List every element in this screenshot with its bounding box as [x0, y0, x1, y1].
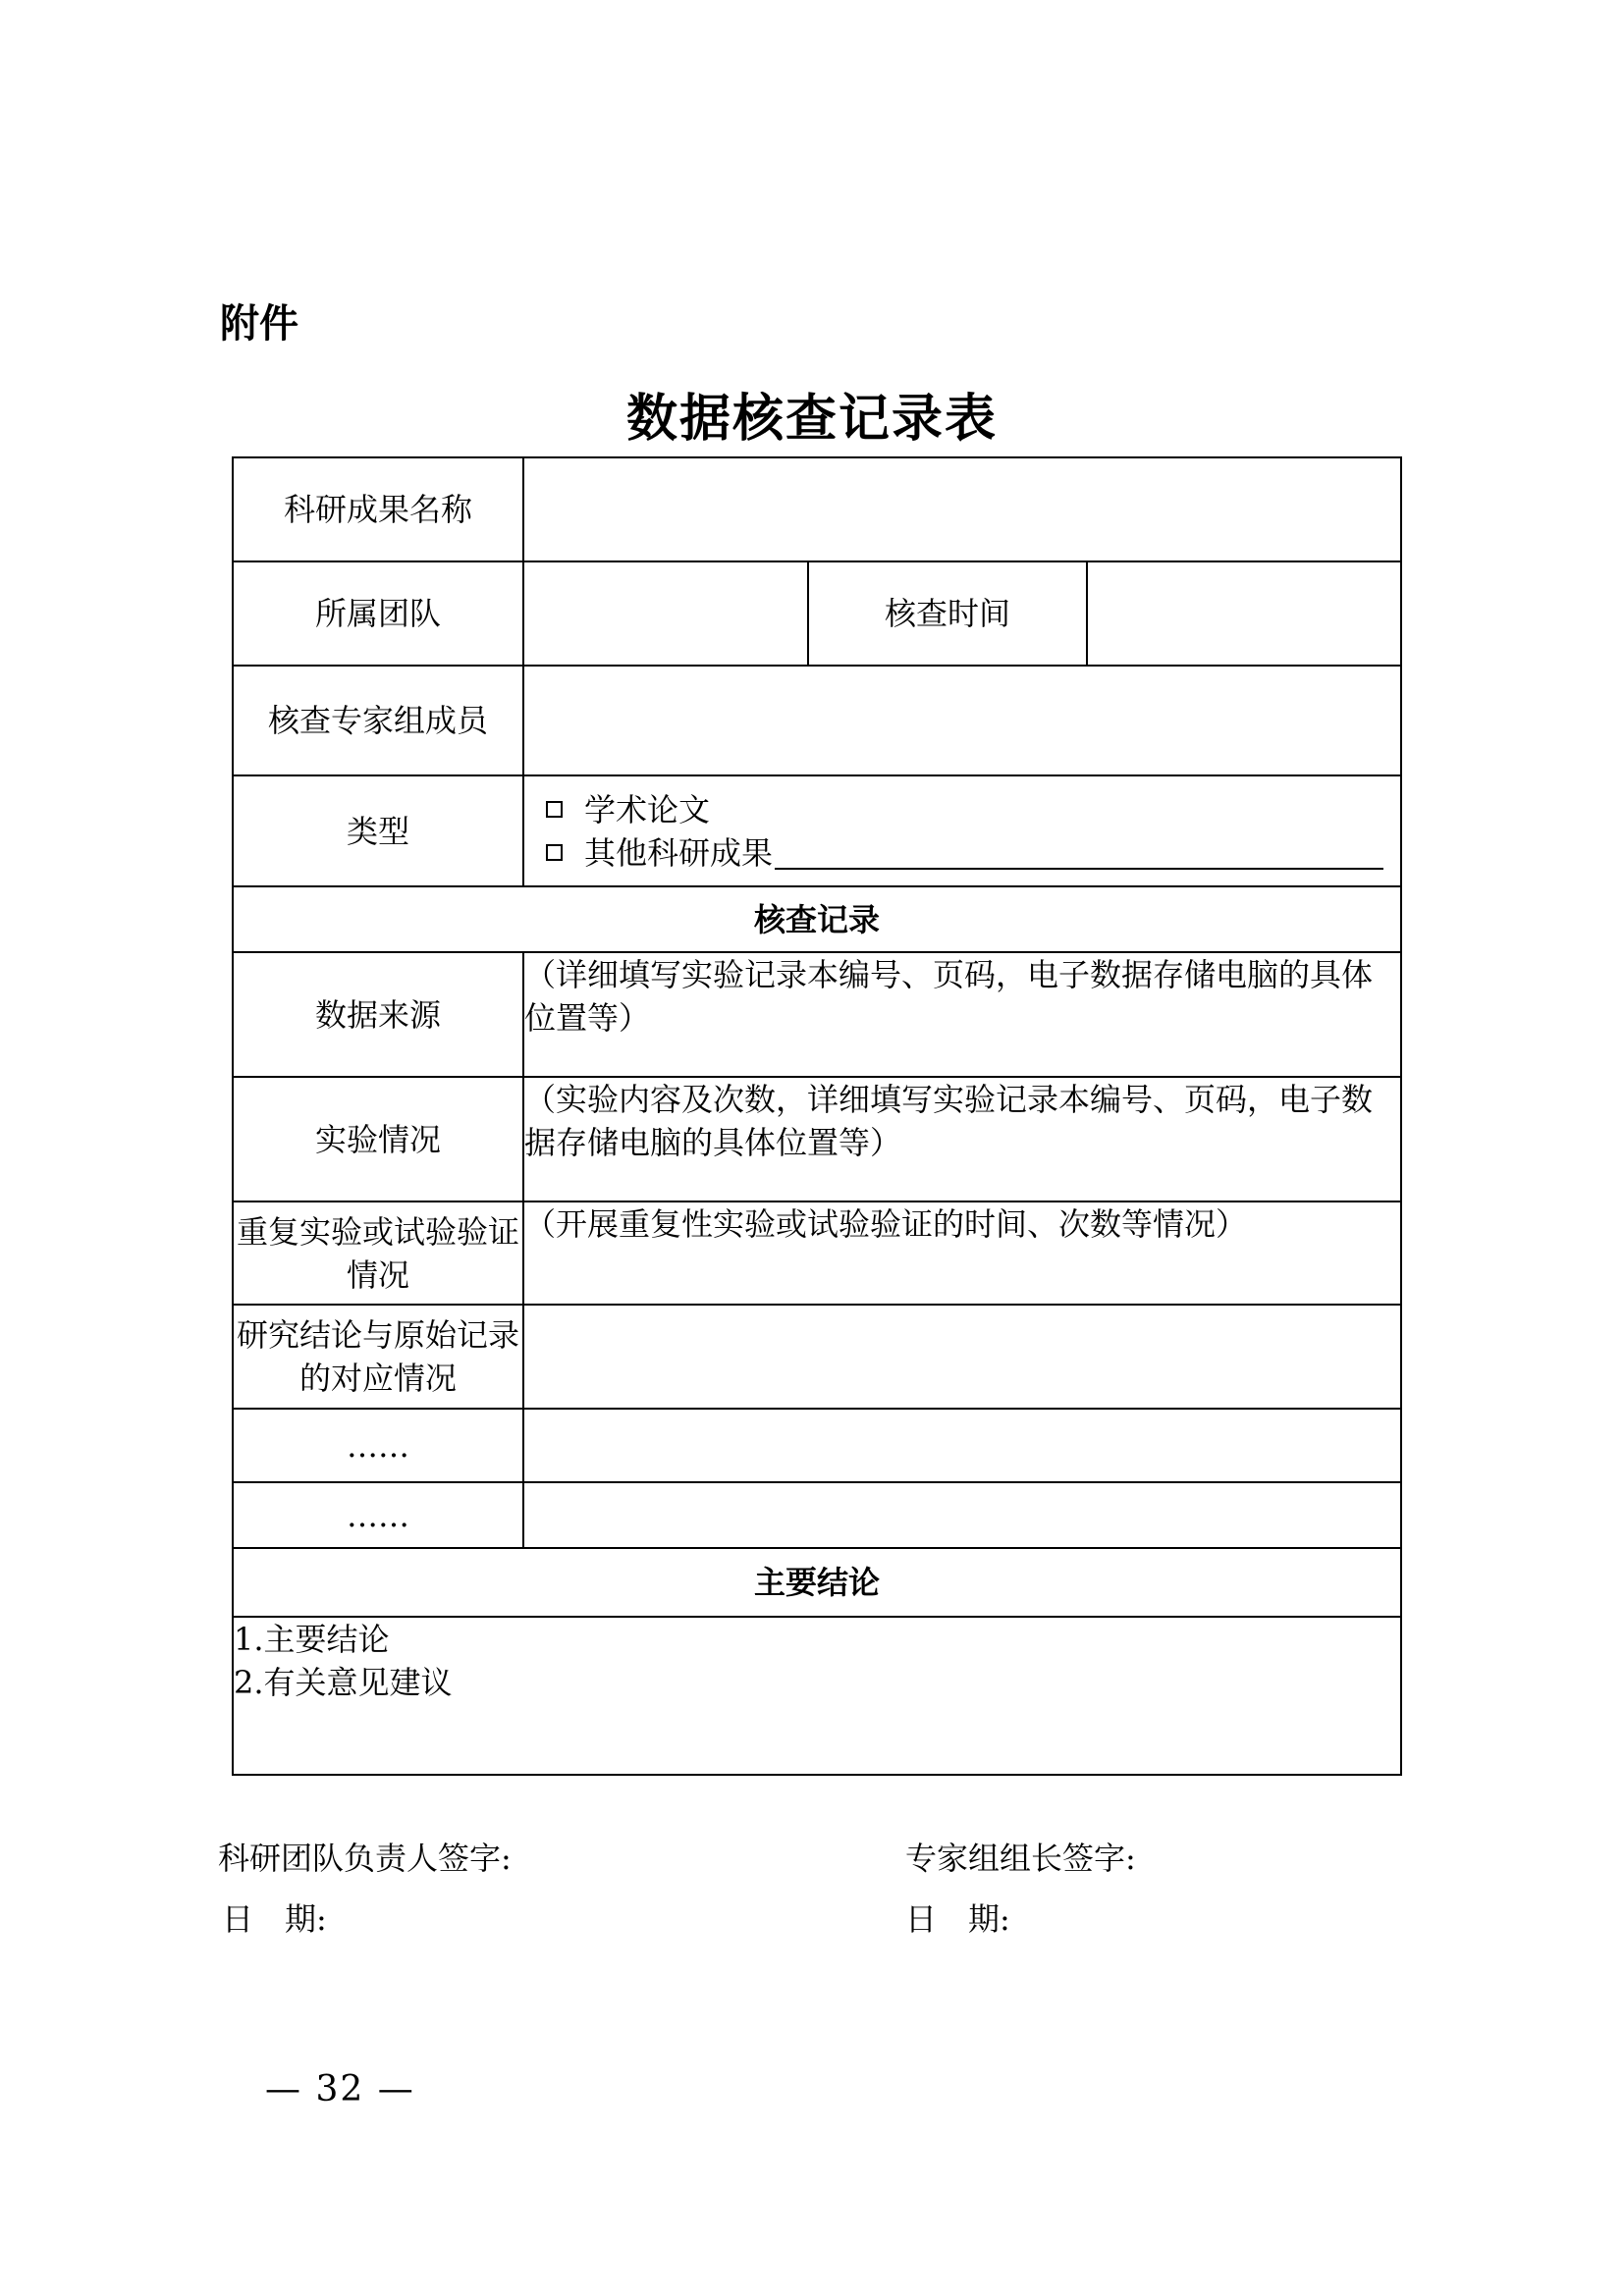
repeat-field[interactable]: （开展重复性实验或试验验证的时间、次数等情况）: [523, 1201, 1401, 1305]
row-data-source: [233, 952, 1401, 1077]
ellipsis-label: ……: [233, 1409, 523, 1482]
experiment-field[interactable]: （实验内容及次数，详细填写实验记录本编号、页码，电子数据存储电脑的具体位置等）: [523, 1077, 1401, 1201]
checkbox-icon[interactable]: [546, 801, 563, 818]
row-achievement-name: [233, 457, 1401, 561]
ellipsis-label: ……: [233, 1482, 523, 1548]
conclusion-item: 1.主要结论: [234, 1621, 390, 1658]
type-option-other-label: 其他科研成果: [584, 833, 774, 872]
expert-date-label: 日 期:: [905, 1900, 1010, 1938]
row-correspondence: [233, 1305, 1401, 1409]
row-experiment: [233, 1077, 1401, 1201]
row-type: [233, 775, 1401, 886]
achievement-name-label: 科研成果名称: [233, 457, 523, 561]
type-option-other[interactable]: [524, 831, 1400, 875]
row-team: [233, 561, 1401, 666]
row-experts: [233, 666, 1401, 775]
expert-leader-signature-label: 专家组组长签字:: [905, 1840, 1136, 1877]
extra-field-1[interactable]: [523, 1409, 1401, 1482]
team-field[interactable]: [523, 561, 808, 666]
type-label: 类型: [233, 775, 523, 886]
correspondence-field[interactable]: [523, 1305, 1401, 1409]
page-title: 数据核查记录表: [625, 390, 998, 449]
row-conclusion: [233, 1617, 1401, 1775]
correspondence-label: 研究结论与原始记录的对应情况: [233, 1305, 523, 1409]
attachment-label: 附件: [220, 301, 298, 347]
row-repeat: [233, 1201, 1401, 1305]
type-option-paper-label: 学术论文: [584, 790, 711, 828]
type-option-paper[interactable]: [524, 788, 1400, 831]
experts-field[interactable]: [523, 666, 1401, 775]
other-achievement-blank[interactable]: [775, 836, 1383, 870]
team-label: 所属团队: [233, 561, 523, 666]
experts-label: 核查专家组成员: [233, 666, 523, 775]
extra-field-2[interactable]: [523, 1482, 1401, 1548]
section-main-conclusion: 主要结论: [233, 1548, 1401, 1617]
data-check-form: [232, 456, 1402, 1776]
data-source-field[interactable]: （详细填写实验记录本编号、页码，电子数据存储电脑的具体位置等）: [523, 952, 1401, 1077]
section-check-record: 核查记录: [233, 886, 1401, 952]
achievement-name-field[interactable]: [523, 457, 1401, 561]
repeat-label: 重复实验或试验验证情况: [233, 1201, 523, 1305]
row-extra-2: [233, 1482, 1401, 1548]
data-source-label: 数据来源: [233, 952, 523, 1077]
check-time-field[interactable]: [1087, 561, 1401, 666]
type-options: [523, 775, 1401, 886]
conclusion-item: 2.有关意见建议: [234, 1664, 453, 1701]
row-section-check: [233, 886, 1401, 952]
page-number: — 32 —: [265, 2069, 415, 2109]
team-date-label: 日 期:: [222, 1900, 327, 1938]
row-section-conclusion: [233, 1548, 1401, 1617]
team-leader-signature-label: 科研团队负责人签字:: [218, 1840, 512, 1877]
conclusion-field[interactable]: [233, 1617, 1401, 1775]
row-extra-1: [233, 1409, 1401, 1482]
check-time-label: 核查时间: [808, 561, 1087, 666]
experiment-label: 实验情况: [233, 1077, 523, 1201]
checkbox-icon[interactable]: [546, 844, 563, 861]
